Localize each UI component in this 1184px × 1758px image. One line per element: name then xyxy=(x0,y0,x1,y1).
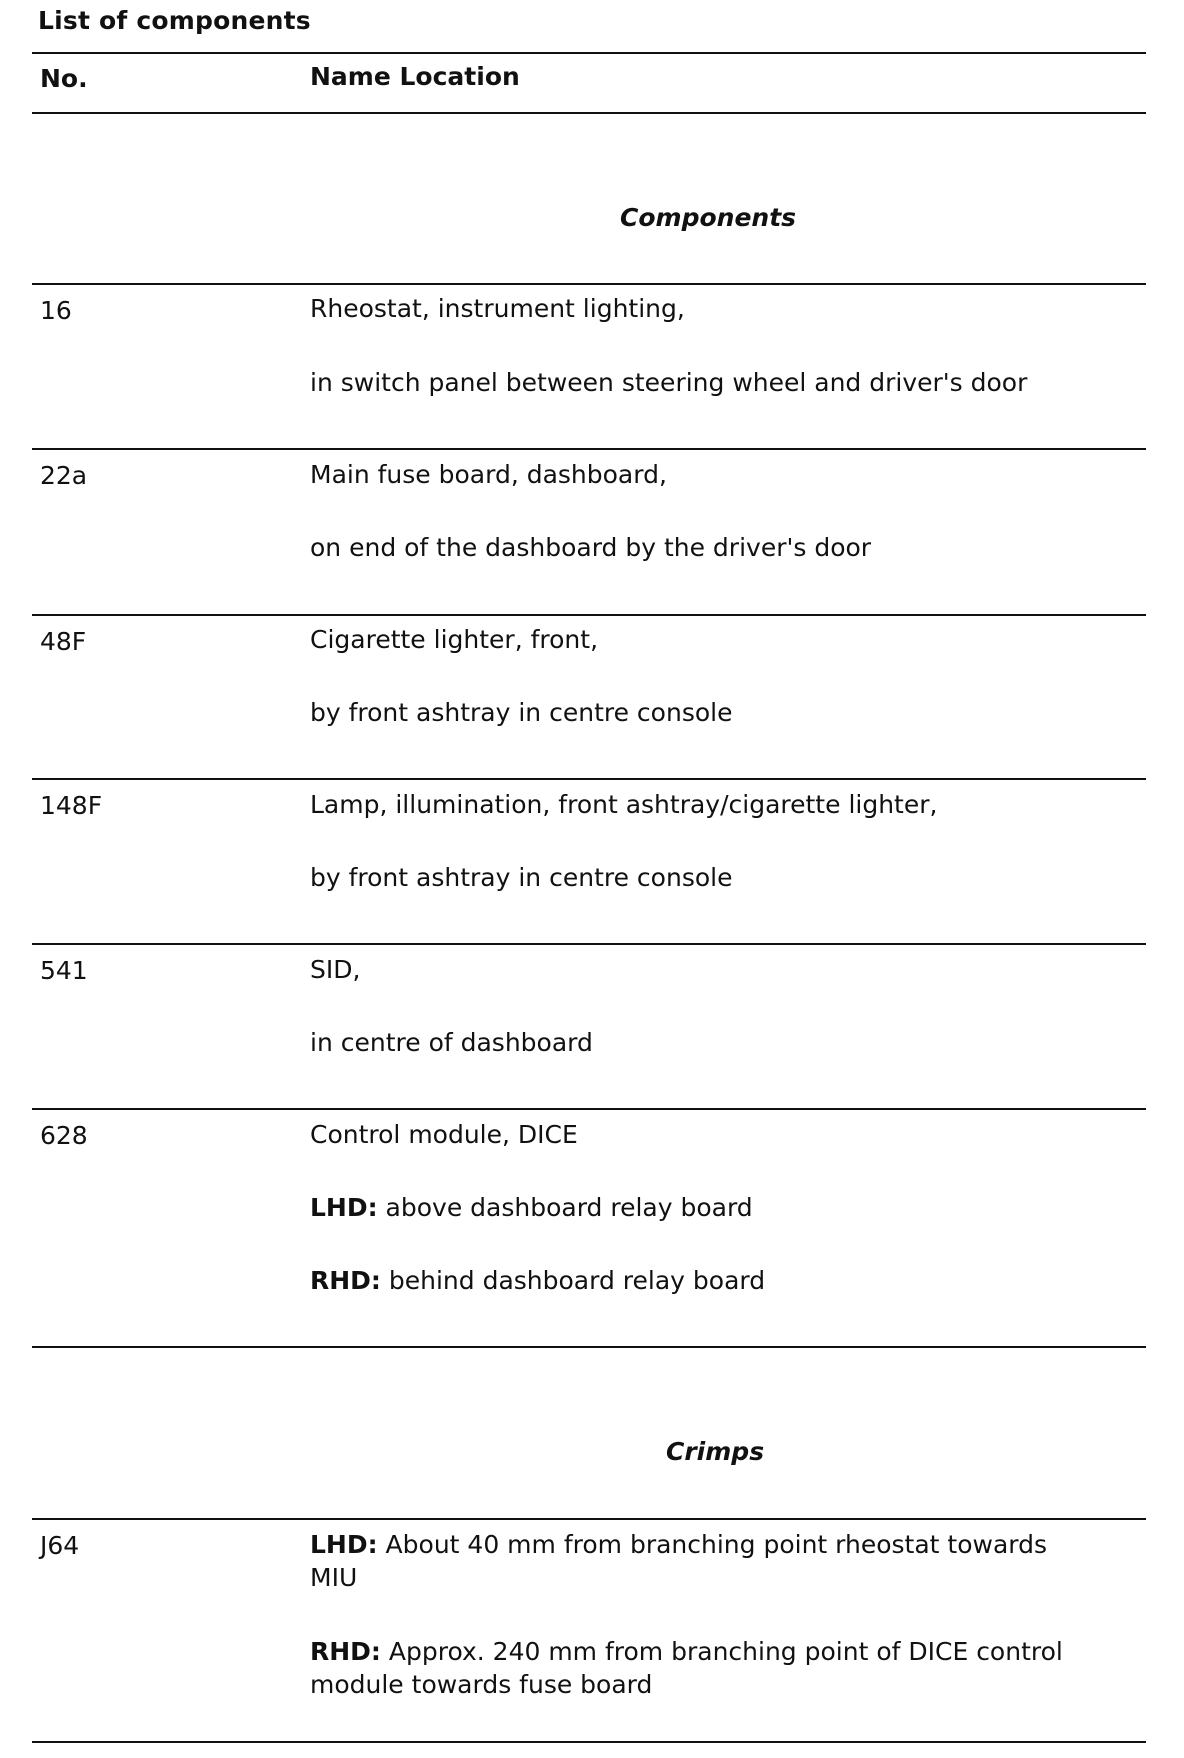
page-title: List of components xyxy=(38,6,311,35)
rhd-label: RHD: xyxy=(310,1637,381,1666)
component-number: 48F xyxy=(40,627,87,656)
row-divider xyxy=(32,1108,1146,1110)
component-location: by front ashtray in centre console xyxy=(310,863,733,892)
table-bottom-rule xyxy=(32,1741,1146,1743)
component-location-rhd xyxy=(310,1264,1130,1297)
crimp-number: J64 xyxy=(40,1531,80,1560)
header-bottom-rule xyxy=(32,112,1146,114)
rhd-text: Approx. 240 mm from branching point of DICE control module towards fuse board xyxy=(310,1637,1063,1699)
crimp-location-lhd xyxy=(310,1528,1050,1594)
section-rule xyxy=(32,283,1146,285)
crimp-location-rhd xyxy=(310,1635,1070,1701)
component-number: 541 xyxy=(40,956,88,985)
component-name: Lamp, illumination, front ashtray/cigarette lighter, xyxy=(310,790,938,819)
lhd-label: LHD: xyxy=(310,1193,378,1222)
lhd-text: About 40 mm from branching point rheostat towards MIU xyxy=(310,1530,1048,1592)
component-location-lhd xyxy=(310,1191,1130,1224)
component-number: 22a xyxy=(40,461,88,490)
column-header-name-location: Name Location xyxy=(310,62,520,91)
component-location: in centre of dashboard xyxy=(310,1028,593,1057)
component-name: Cigarette lighter, front, xyxy=(310,625,599,654)
column-header-no: No. xyxy=(40,64,88,93)
row-divider xyxy=(32,943,1146,945)
header-top-rule xyxy=(32,52,1146,54)
component-number: 628 xyxy=(40,1121,88,1150)
component-location: in switch panel between steering wheel and driver's door xyxy=(310,368,1028,397)
row-divider xyxy=(32,448,1146,450)
component-name: Rheostat, instrument lighting, xyxy=(310,294,685,323)
component-name: Main fuse board, dashboard, xyxy=(310,460,667,489)
component-number: 16 xyxy=(40,296,72,325)
section-end-rule xyxy=(32,1346,1146,1348)
lhd-label: LHD: xyxy=(310,1530,378,1559)
section-title-components: Components xyxy=(620,203,797,232)
row-divider xyxy=(32,614,1146,616)
rhd-label: RHD: xyxy=(310,1266,381,1295)
component-name: SID, xyxy=(310,955,361,984)
component-location: by front ashtray in centre console xyxy=(310,698,733,727)
section-title-crimps: Crimps xyxy=(666,1437,765,1466)
component-location: on end of the dashboard by the driver's door xyxy=(310,533,872,562)
row-divider xyxy=(32,778,1146,780)
lhd-text: above dashboard relay board xyxy=(377,1193,753,1222)
section-rule xyxy=(32,1518,1146,1520)
component-name: Control module, DICE xyxy=(310,1120,578,1149)
component-number: 148F xyxy=(40,791,103,820)
rhd-text: behind dashboard relay board xyxy=(380,1266,766,1295)
